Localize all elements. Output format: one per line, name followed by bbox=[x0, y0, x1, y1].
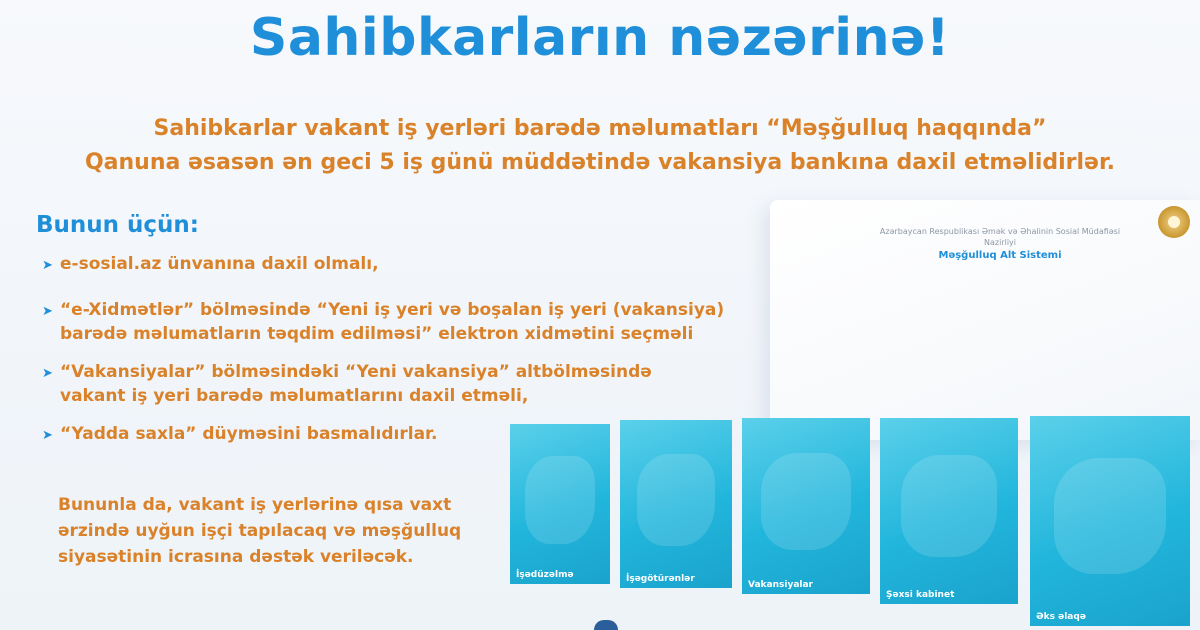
step-text: vakant iş yeri barədə məlumatlarını daxil etməli, bbox=[60, 386, 529, 406]
closing-line-3: siyasətinin icrasına dəstək veriləcək. bbox=[58, 547, 414, 567]
tile-label: İşəgötürənlər bbox=[626, 574, 695, 584]
step-text: “e-Xidmətlər” bölməsində “Yeni iş yeri və boşalan iş yeri (vakansiya) bbox=[60, 300, 725, 320]
steps-heading: Bunun üçün: bbox=[36, 212, 199, 238]
system-name: Məşğulluq Alt Sistemi bbox=[938, 250, 1062, 261]
closing-text bbox=[58, 492, 528, 570]
step-item bbox=[40, 252, 800, 276]
arrow-bullet-icon: ➤ bbox=[42, 428, 53, 443]
state-emblem-icon bbox=[1158, 206, 1190, 238]
arrow-bullet-icon: ➤ bbox=[42, 258, 53, 273]
tile-personal-cabinet[interactable] bbox=[880, 418, 1018, 604]
subtitle-line-2: Qanuna əsasən ən geci 5 iş günü müddətində vakansiya bankına daxil etməlidirlər. bbox=[84, 150, 1116, 175]
page-title: Sahibkarların nəzərinə! bbox=[249, 8, 951, 68]
logo-mark-icon bbox=[594, 620, 618, 630]
closing-line-1: Bununla da, vakant iş yerlərinə qısa vaxt bbox=[58, 495, 452, 515]
tile-label: İşədüzəlmə bbox=[516, 570, 574, 580]
step-text: barədə məlumatların təqdim edilməsi” elektron xidmətini seçməli bbox=[60, 324, 694, 344]
step-item bbox=[40, 298, 800, 346]
tile-employment[interactable] bbox=[510, 424, 610, 584]
arrow-bullet-icon: ➤ bbox=[42, 366, 53, 381]
tile-label: Şəxsi kabinet bbox=[886, 590, 955, 600]
step-item bbox=[40, 360, 800, 408]
tile-feedback[interactable] bbox=[1030, 416, 1190, 626]
portal-tiles bbox=[510, 416, 1200, 630]
ministry-name: Azərbaycan Respublikası Əmək və Əhalinin Sosial Müdafiəsi Nazirliyi bbox=[879, 227, 1121, 247]
subtitle bbox=[20, 112, 1180, 180]
tile-vacancies[interactable] bbox=[742, 418, 870, 594]
closing-line-2: ərzində uyğun işçi tapılacaq və məşğulluq bbox=[58, 521, 462, 541]
step-text: “Yadda saxla” düyməsini basmalıdırlar. bbox=[60, 424, 438, 444]
arrow-bullet-icon: ➤ bbox=[42, 304, 53, 319]
step-text: e-sosial.az ünvanına daxil olmalı, bbox=[60, 254, 379, 274]
tile-label: Vakansiyalar bbox=[748, 580, 813, 590]
tile-label: Əks əlaqə bbox=[1036, 612, 1086, 622]
tile-employers[interactable] bbox=[620, 420, 732, 588]
step-text: “Vakansiyalar” bölməsindəki “Yeni vakansiya” altbölməsində bbox=[60, 362, 652, 382]
subtitle-line-1: Sahibkarlar vakant iş yerləri barədə məlumatları “Məşğulluq haqqında” bbox=[153, 116, 1047, 141]
